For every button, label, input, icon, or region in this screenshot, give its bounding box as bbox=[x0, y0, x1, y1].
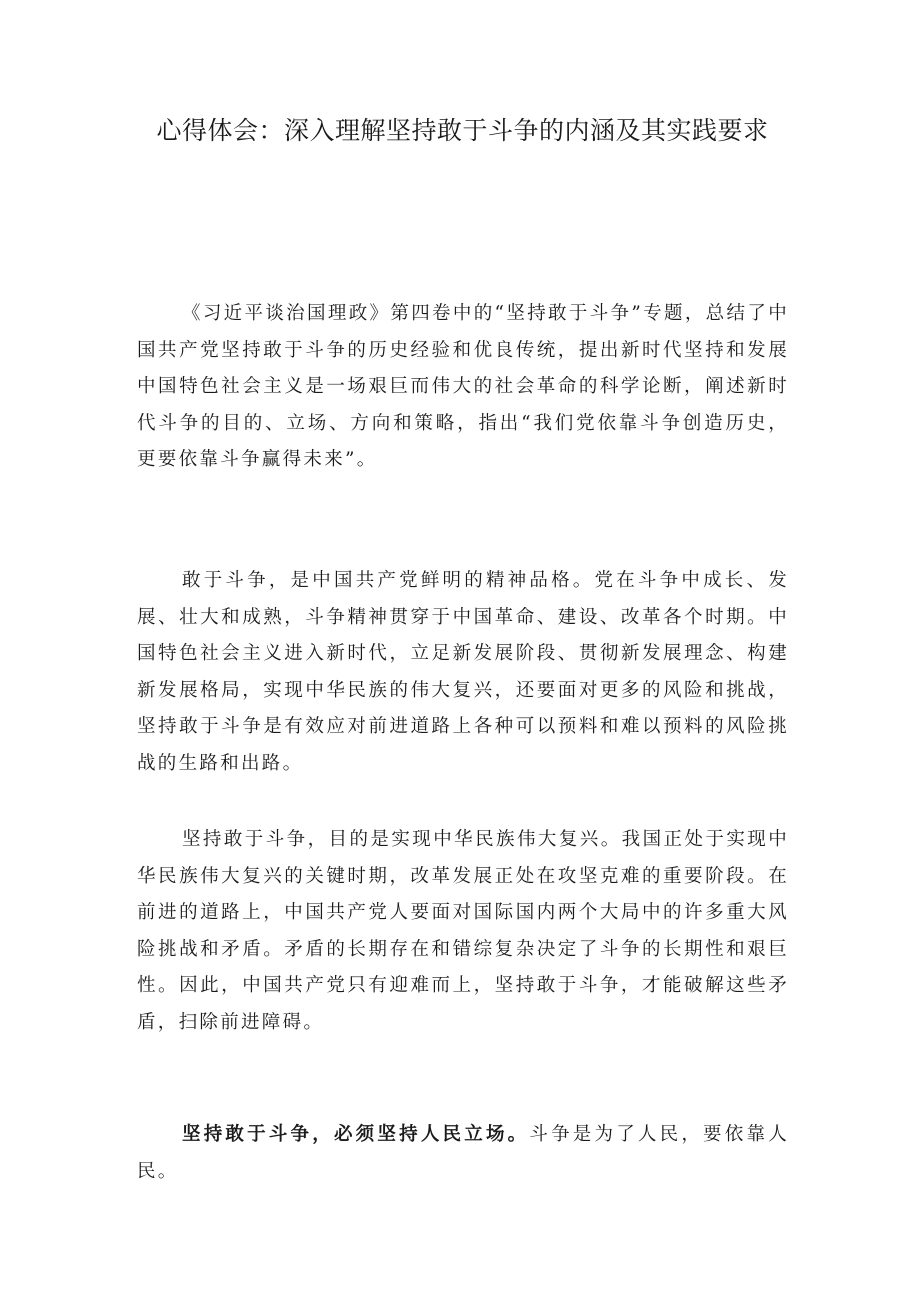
paragraph-4-lead: 坚持敢于斗争，必须坚持人民立场。 bbox=[182, 1124, 530, 1145]
paragraph-2: 敢于斗争，是中国共产党鲜明的精神品格。党在斗争中成长、发展、壮大和成熟，斗争精神贯穿于中国革命、建设、改革各个时期。中国特色社会主义进入新时代，立足新发展阶段、贯彻新发展理念、构建新发展格局，实现中华民族的伟大复兴，还要面对更多的风险和挑战，坚持敢于斗争是有效应对前进道路上各种可以预料和难以预料的风险挑战的生路和出路。 bbox=[137, 570, 789, 774]
paragraph-4-text: 斗争是为了人民，要依靠人民。 bbox=[137, 1124, 789, 1182]
paragraph-4 bbox=[137, 1117, 789, 1190]
paragraph-1: 《习近平谈治国理政》第四卷中的“坚持敢于斗争”专题，总结了中国共产党坚持敢于斗争的历史经验和优良传统，提出新时代坚持和发展中国特色社会主义是一场艰巨而伟大的社会革命的科学论断，阐述新时代斗争的目的、立场、方向和策略，指出“我们党依靠斗争创造历史，更要依靠斗争赢得未来”。 bbox=[137, 303, 789, 471]
document-title: 心得体会：深入理解坚持敢于斗争的内涵及其实践要求 bbox=[156, 116, 769, 145]
paragraph-3: 坚持敢于斗争，目的是实现中华民族伟大复兴。我国正处于实现中华民族伟大复兴的关键时期，改革发展正处在攻坚克难的重要阶段。在前进的道路上，中国共产党人要面对国际国内两个大局中的许多重大风险挑战和矛盾。矛盾的长期存在和错综复杂决定了斗争的长期性和艰巨性。因此，中国共产党只有迎难而上，坚持敢于斗争，才能破解这些矛盾，扫除前进障碍。 bbox=[137, 829, 789, 1033]
